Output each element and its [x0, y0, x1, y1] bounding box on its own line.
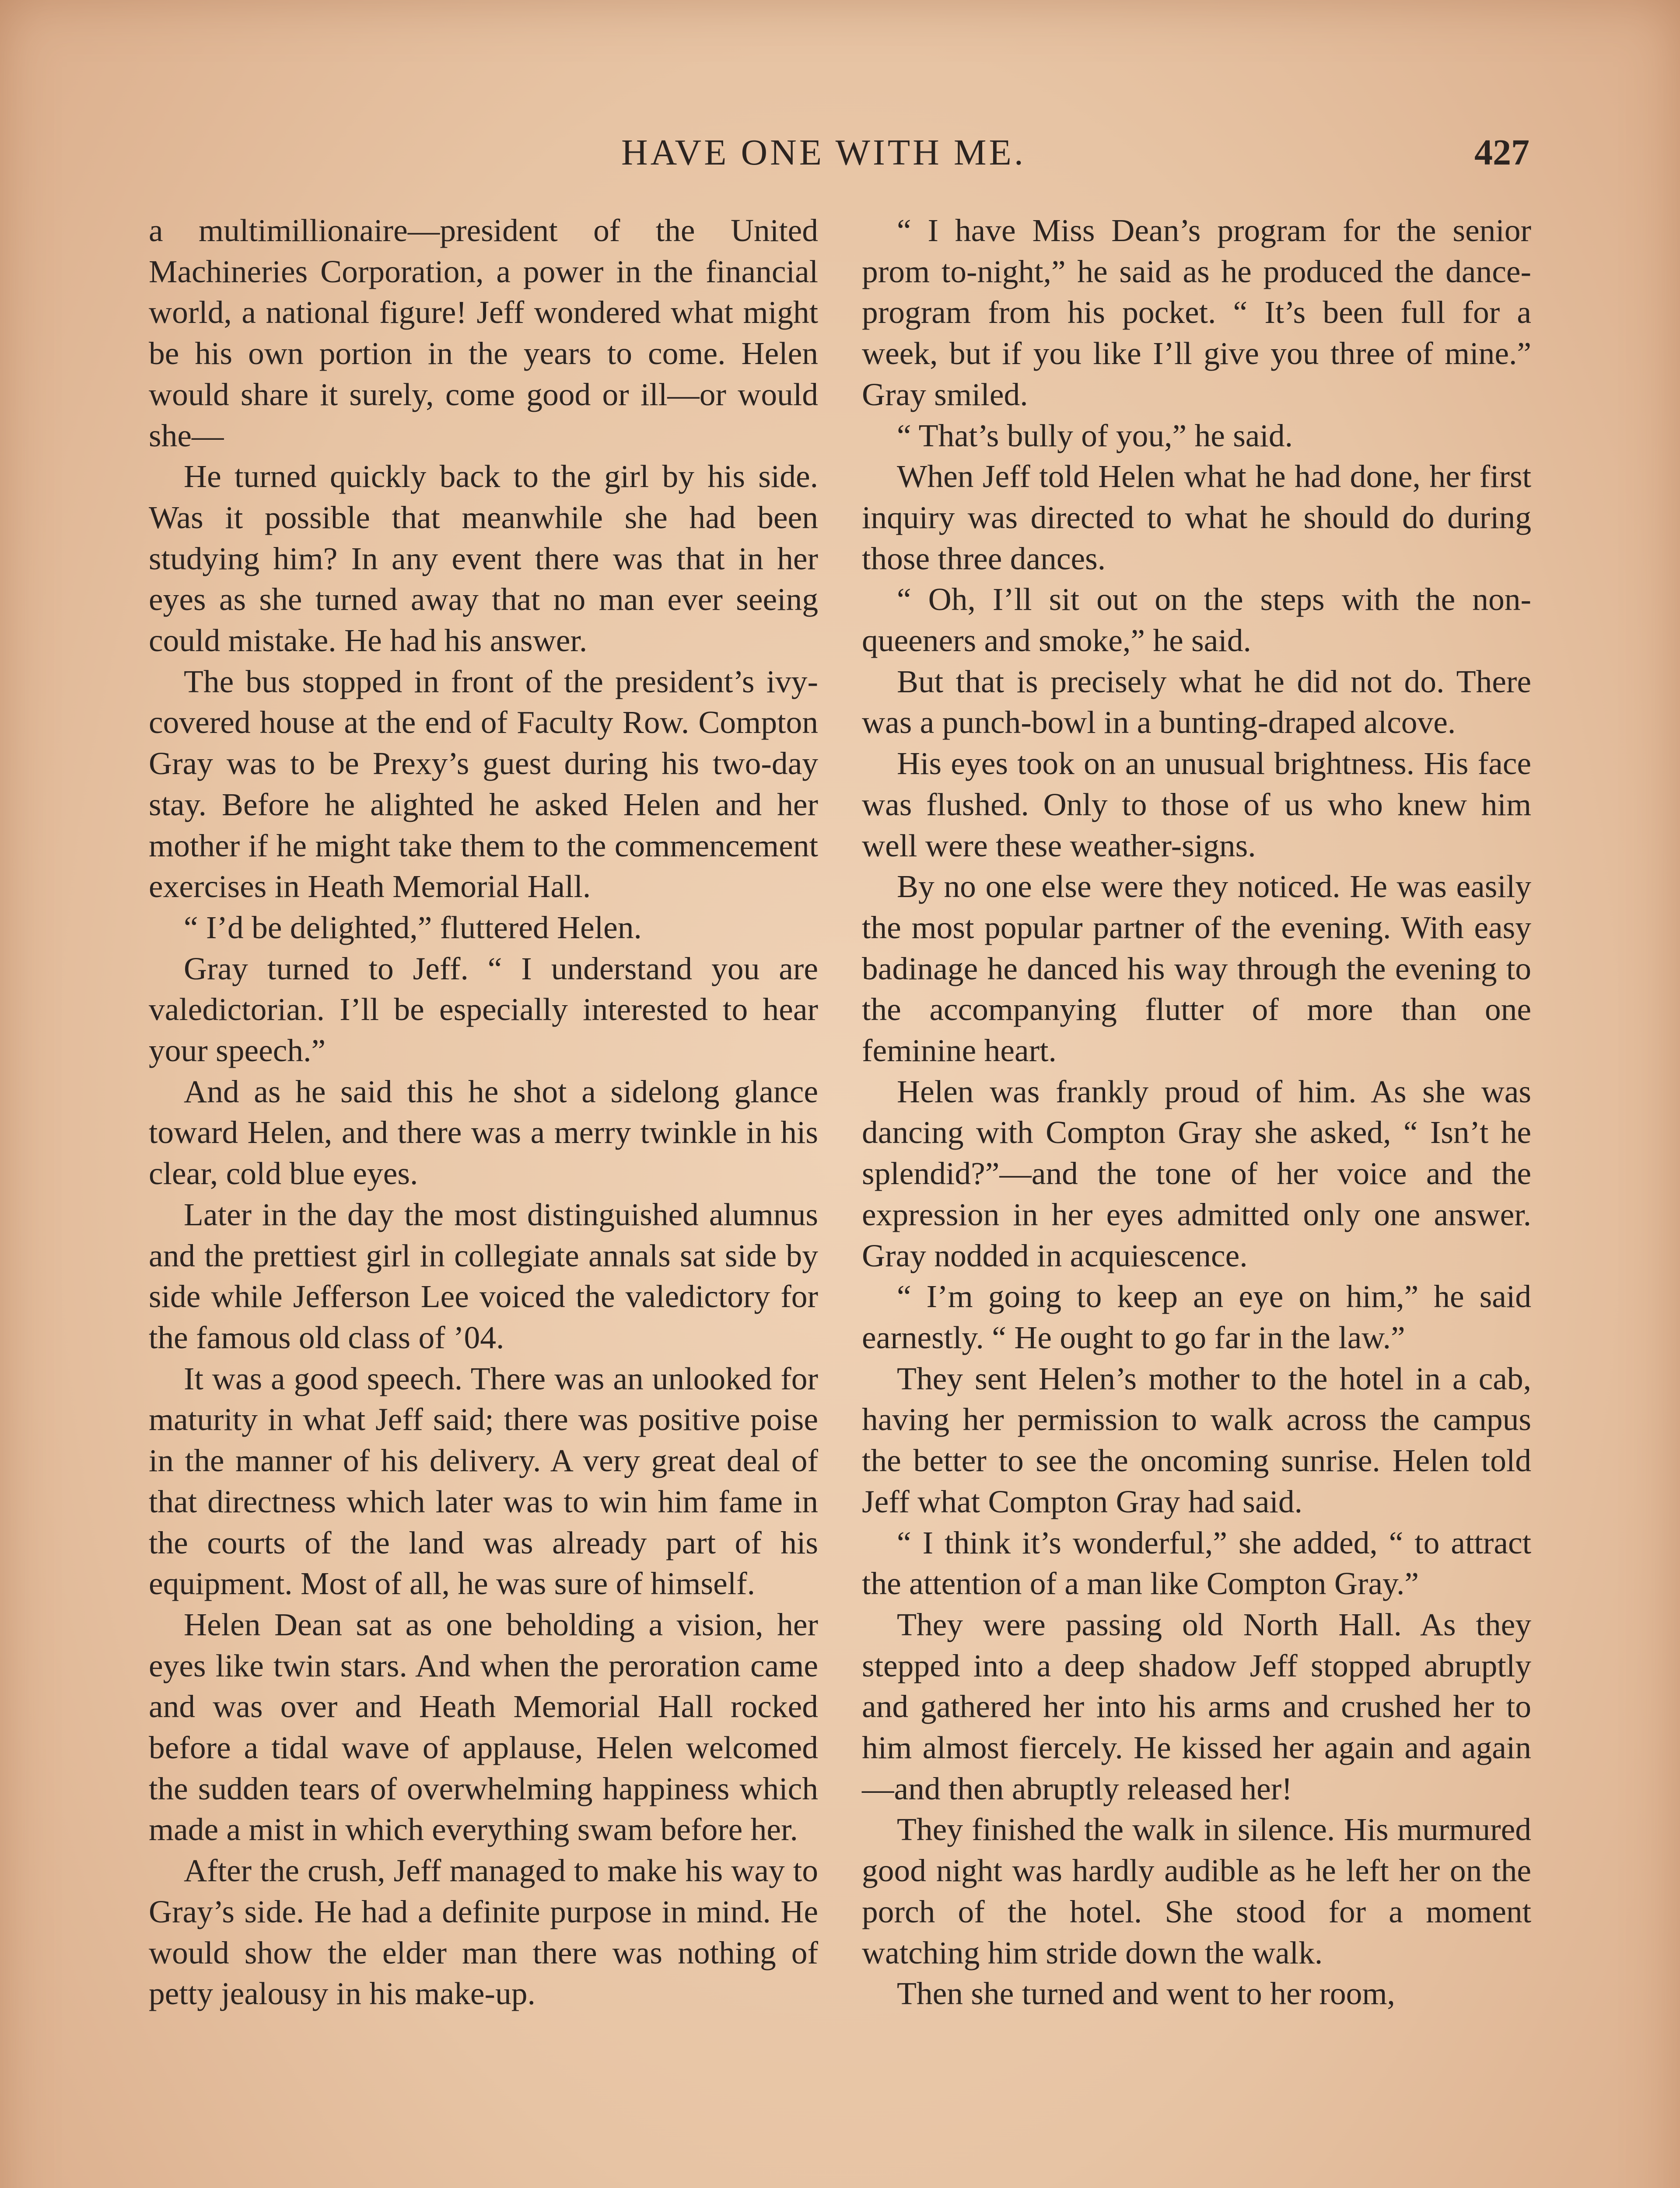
page-header: [0, 131, 1680, 179]
paragraph: By no one else were they noticed. He was easily the most popular partner of the evening. With easy badinage he danced his way through the evening to the accompanying flutter of more than one feminine heart.: [862, 869, 1531, 1069]
paragraph: Gray turned to Jeff. “ I understand you are valedictorian. I’ll be especially interested to hear your speech.”: [149, 950, 818, 1069]
paragraph: a multimillionaire—president of the United Machineries Corporation, a power in the financial world, a national figure! Jeff wondered what might be his own portion in the years to come. Helen would share it surely, come good or ill—or would she—: [149, 213, 818, 453]
paragraph: He turned quickly back to the girl by his side. Was it possible that meanwhile she had been studying him? In any event there was that in her eyes as she turned away that no man ever seeing could mistake. He had his answer.: [149, 459, 818, 659]
paragraph: “ I think it’s wonderful,” she added, “ to attract the attention of a man like Compton Gray.”: [862, 1525, 1531, 1602]
paragraph: The bus stopped in front of the president’s ivy-covered house at the end of Faculty Row. Compton Gray was to be Prexy’s guest during his two-day stay. Before he alighted he asked Helen and her mother if he might take them to the commencement exercises in Heath Memorial Hall.: [149, 663, 818, 905]
paragraph: Later in the day the most distinguished alumnus and the prettiest girl in collegiate annals sat side by side while Jefferson Lee voiced the valedictory for the famous old class of ’04.: [149, 1196, 818, 1355]
paragraph: And as he said this he shot a sidelong glance toward Helen, and there was a merry twinkle in his clear, cold blue eyes.: [149, 1073, 818, 1192]
paragraph: They finished the walk in silence. His murmured good night was hardly audible as he left her on the porch of the hotel. She stood for a moment watching him stride down the walk.: [862, 1812, 1531, 1971]
paragraph: “ I’m going to keep an eye on him,” he said earnestly. “ He ought to go far in the law.”: [862, 1279, 1531, 1355]
paragraph: “ I’d be delighted,” fluttered Helen.: [184, 909, 642, 945]
paragraph: They were passing old North Hall. As they stepped into a deep shadow Jeff stopped abruptly and gathered her into his arms and crushed her to him almost fiercely. He kissed her again and again—and then abruptly released her!: [862, 1606, 1531, 1806]
paragraph: Helen was frankly proud of him. As she was dancing with Compton Gray she asked, “ Isn’t he splendid?”—and the tone of her voice and the expression in her eyes admitted only one answer. Gray nodded in acquiescence.: [862, 1073, 1531, 1273]
paragraph: After the crush, Jeff managed to make his way to Gray’s side. He had a definite purpose in mind. He would show the elder man there was nothing of petty jealousy in his make-up.: [149, 1853, 818, 2012]
right-column: [862, 210, 1531, 2014]
paragraph: Then she turned and went to her room,: [897, 1976, 1395, 2012]
paragraph: It was a good speech. There was an unlooked for maturity in what Jeff said; there was positive poise in the manner of his delivery. A very great deal of that directness which later was to win him fame in the courts of the land was already part of his equipment. Most of all, he was sure of himself.: [149, 1360, 818, 1602]
paragraph: “ I have Miss Dean’s program for the senior prom to-night,” he said as he produced the dance-program from his pocket. “ It’s been full for a week, but if you like I’ll give you three of mine.” Gray smiled.: [862, 213, 1531, 412]
paragraph: “ That’s bully of you,” he said.: [897, 417, 1293, 453]
page-number: 427: [1474, 132, 1530, 173]
paragraph: When Jeff told Helen what he had done, her first inquiry was directed to what he should do during those three dances.: [862, 459, 1531, 576]
running-head: HAVE ONE WITH ME.: [621, 132, 1026, 173]
paragraph: Helen Dean sat as one beholding a vision, her eyes like twin stars. And when the peroration came and was over and Heath Memorial Hall rocked before a tidal wave of applause, Helen welcomed the sudden tears of overwhelming happiness which made a mist in which everything swam before her.: [149, 1606, 818, 1848]
paragraph: But that is precisely what he did not do. There was a punch-bowl in a bunting-draped alcove.: [862, 663, 1531, 740]
paragraph: “ Oh, I’ll sit out on the steps with the non-queeners and smoke,” he said.: [862, 582, 1531, 659]
left-column: [149, 210, 818, 2014]
paragraph: They sent Helen’s mother to the hotel in a cab, having her permission to walk across the campus the better to see the oncoming sunrise. Helen told Jeff what Compton Gray had said.: [862, 1360, 1531, 1519]
paragraph: His eyes took on an unusual brightness. His face was flushed. Only to those of us who knew him well were these weather-signs.: [862, 746, 1531, 863]
